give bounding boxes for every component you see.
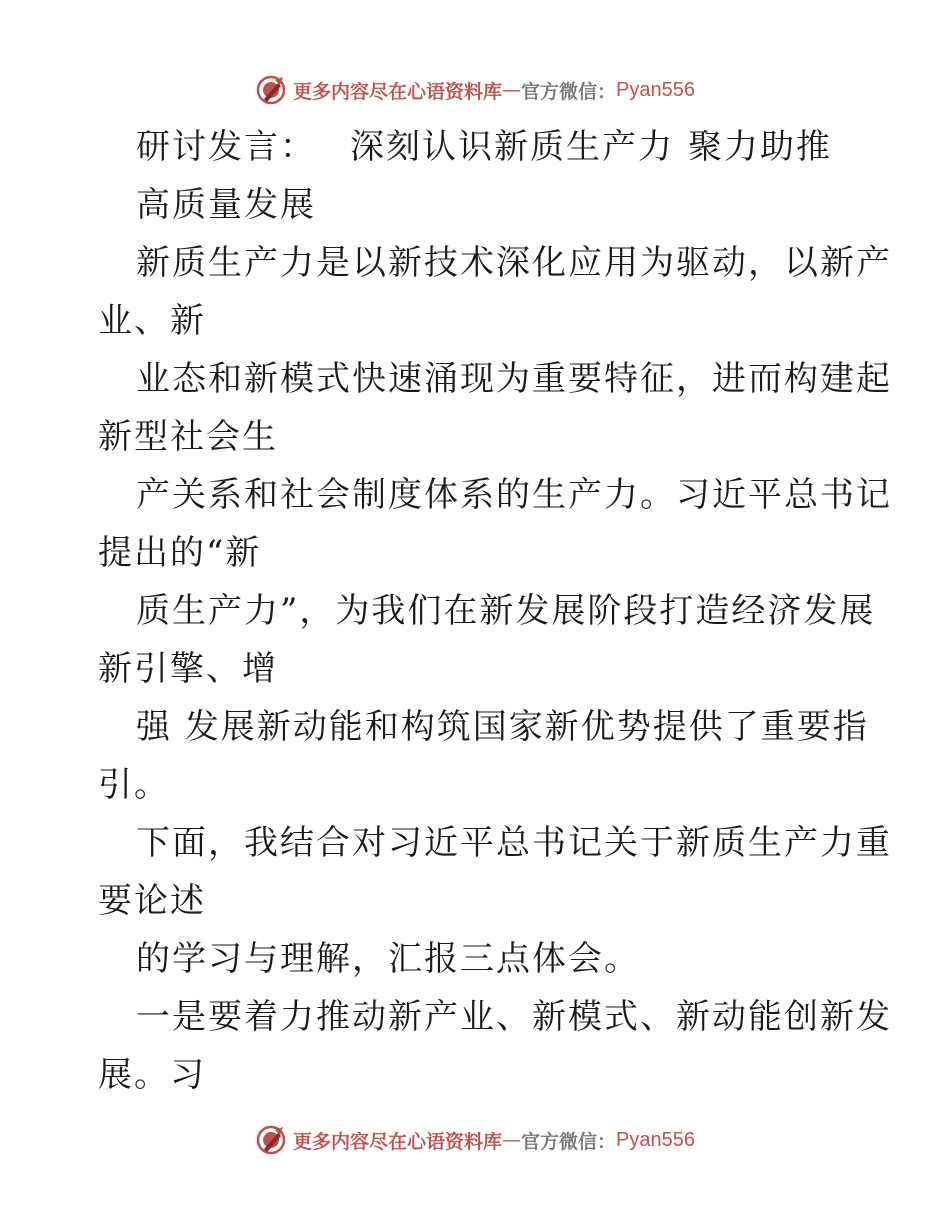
paragraph-line: 展。习 [98,1055,206,1095]
paragraph-line: 新引擎、增 [98,649,278,689]
paragraph-line: 要论述 [98,881,206,921]
paragraph-line: 业态和新模式快速涌现为重要特征，进而构建起 [136,359,892,399]
title-suffix: 聚力助推 [688,127,832,167]
paragraph-line: 一是要着力推动新产业、新模式、新动能创新发 [136,997,892,1037]
footer-watermark-banner [0,1120,950,1160]
document-title-line-2: 高质量发展 [136,185,316,225]
banner-dash: — [502,1129,522,1151]
paragraph-line: 新型社会生 [98,417,278,457]
paragraph-line: 引。 [98,765,170,805]
paragraph-line: 强 发展新动能和构筑国家新优势提供了重要指 [136,707,869,747]
paragraph-line: 下面，我结合对习近平总书记关于新质生产力重 [136,823,892,863]
banner-main-text: 更多内容尽在心语资料库 [293,1130,503,1153]
paragraph-line: 产关系和社会制度体系的生产力。习近平总书记 [136,475,892,515]
paragraph-line: 新质生产力是以新技术深化应用为驱动，以新产 [136,243,892,283]
paragraph-line: 提出的“新 [98,533,262,573]
banner-wechat-id: Pyan556 [616,78,695,101]
pen-nib-logo-icon [255,74,287,106]
paragraph-line: 的学习与理解，汇报三点体会。 [136,939,640,979]
header-watermark-banner [0,70,950,110]
title-main: 深刻认识新质生产力 [350,127,674,167]
banner-main-text: 更多内容尽在心语资料库 [293,80,503,103]
pen-nib-logo-icon [255,1124,287,1156]
title-prefix: 研讨发言： [136,127,316,167]
paragraph-line: 质生产力”，为我们在新发展阶段打造经济发展 [136,591,876,631]
banner-official-label: 官方微信： [521,1130,617,1153]
banner-dash: — [502,79,522,101]
banner-official-label: 官方微信： [521,80,617,103]
banner-wechat-id: Pyan556 [616,1128,695,1151]
document-title-line-1 [98,118,858,176]
document-body [98,118,892,1104]
paragraph-line: 业、新 [98,301,206,341]
